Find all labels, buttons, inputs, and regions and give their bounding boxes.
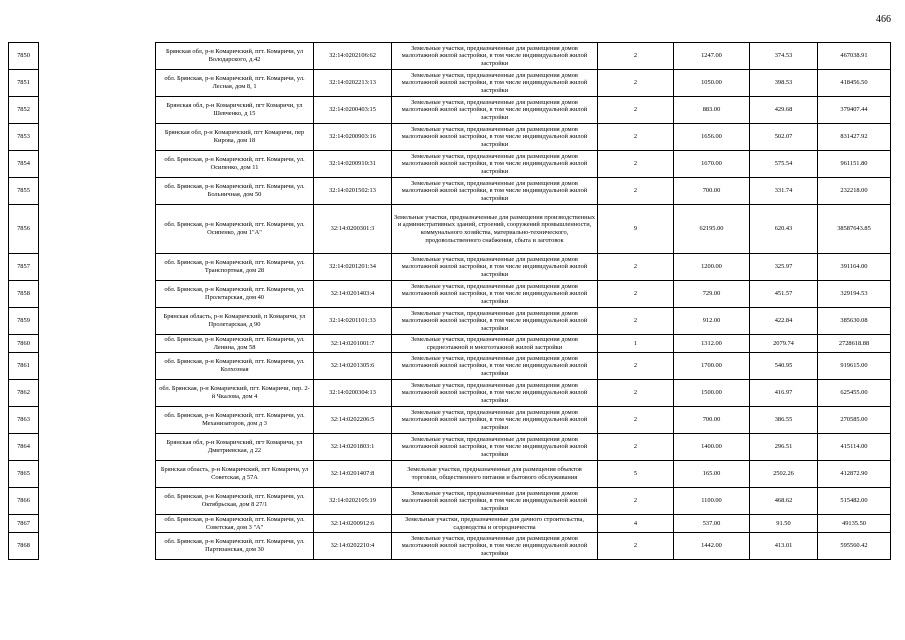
land-use-cell: Земельные участки, предназначенные для размещения домов малоэтажной жилой застройки, в том числе индивидуальной жилой застройки [392, 281, 598, 308]
table-row [9, 97, 891, 124]
table-row [9, 533, 891, 560]
area-cell: 1247.00 [674, 43, 750, 70]
row-number: 7851 [9, 70, 39, 97]
table-row [9, 205, 891, 254]
rate-cell: 2502.26 [750, 461, 818, 488]
table-row [9, 254, 891, 281]
gap-cell [39, 380, 156, 407]
group-cell: 2 [598, 97, 674, 124]
cadastral-number-cell: 32:14:0201101:33 [314, 308, 392, 335]
cadastral-number-cell: 32:14:0201803:1 [314, 434, 392, 461]
row-number: 7852 [9, 97, 39, 124]
land-use-cell: Земельные участки, предназначенные для размещения домов малоэтажной жилой застройки, в том числе индивидуальной жилой застройки [392, 353, 598, 380]
rate-cell: 468.62 [750, 488, 818, 515]
address-cell: Брянская обл, р-н Комаричский, пгт. Комаричи, ул Володарского, д.42 [156, 43, 314, 70]
area-cell: 883.00 [674, 97, 750, 124]
group-cell: 2 [598, 151, 674, 178]
land-use-cell: Земельные участки, предназначенные для размещения домов среднеэтажной и многоэтажной жилой застройки [392, 335, 598, 353]
address-cell: Брянская область, р-н Комаричский, п Комаричи, ул Пролетарская, д 90 [156, 308, 314, 335]
gap-cell [39, 124, 156, 151]
cadastral-number-cell: 32:14:0200301:3 [314, 205, 392, 254]
cadastral-number-cell: 32:14:0202210:4 [314, 533, 392, 560]
group-cell: 2 [598, 43, 674, 70]
land-use-cell: Земельные участки, предназначенные для размещения домов малоэтажной жилой застройки, в том числе индивидуальной жилой застройки [392, 533, 598, 560]
row-number: 7866 [9, 488, 39, 515]
address-cell: Брянская обл, р-н Комаричский, пгт Комаричи, ул Дмитриевская, д 22 [156, 434, 314, 461]
gap-cell [39, 308, 156, 335]
rate-cell: 502.07 [750, 124, 818, 151]
group-cell: 2 [598, 308, 674, 335]
rate-cell: 325.97 [750, 254, 818, 281]
gap-cell [39, 178, 156, 205]
table-row [9, 43, 891, 70]
area-cell: 537.00 [674, 515, 750, 533]
gap-cell [39, 533, 156, 560]
table-row [9, 178, 891, 205]
land-use-cell: Земельные участки, предназначенные для размещения объектов торговли, общественного питания и бытового обслуживания [392, 461, 598, 488]
address-cell: обл. Брянская, р-н Комаричский, пгт. Комаричи, ул. Лесная, дом 8, 1 [156, 70, 314, 97]
cadastral-value-cell: 379407.44 [818, 97, 891, 124]
gap-cell [39, 97, 156, 124]
cadastral-value-cell: 329194.53 [818, 281, 891, 308]
land-use-cell: Земельные участки, предназначенные для размещения домов малоэтажной жилой застройки, в том числе индивидуальной жилой застройки [392, 178, 598, 205]
gap-cell [39, 461, 156, 488]
address-cell: обл. Брянская, р-н Комаричский, пгт. Комаричи, ул. Октябрьская, дом 8 27/1 [156, 488, 314, 515]
row-number: 7855 [9, 178, 39, 205]
cadastral-number-cell: 32:14:0200304:13 [314, 380, 392, 407]
cadastral-value-cell: 2728618.88 [818, 335, 891, 353]
address-cell: обл. Брянская, р-н Комаричский, пгт. Комаричи, ул. Механизаторов, дом д 3 [156, 407, 314, 434]
area-cell: 1050.00 [674, 70, 750, 97]
row-number: 7861 [9, 353, 39, 380]
row-number: 7856 [9, 205, 39, 254]
table-row [9, 461, 891, 488]
gap-cell [39, 434, 156, 461]
land-use-cell: Земельные участки, предназначенные для размещения домов малоэтажной жилой застройки, в том числе индивидуальной жилой застройки [392, 407, 598, 434]
gap-cell [39, 488, 156, 515]
rate-cell: 540.95 [750, 353, 818, 380]
land-use-cell: Земельные участки, предназначенные для размещения домов малоэтажной жилой застройки, в том числе индивидуальной жилой застройки [392, 434, 598, 461]
gap-cell [39, 254, 156, 281]
rate-cell: 2079.74 [750, 335, 818, 353]
group-cell: 2 [598, 281, 674, 308]
cadastral-number-cell: 32:14:0201001:7 [314, 335, 392, 353]
cadastral-number-cell: 32:14:0200903:16 [314, 124, 392, 151]
table-row [9, 434, 891, 461]
group-cell: 2 [598, 178, 674, 205]
cadastral-value-cell: 38587643.85 [818, 205, 891, 254]
table-row [9, 335, 891, 353]
cadastral-value-cell: 961151.80 [818, 151, 891, 178]
land-use-cell: Земельные участки, предназначенные для размещения домов малоэтажной жилой застройки, в том числе индивидуальной жилой застройки [392, 488, 598, 515]
table-row [9, 308, 891, 335]
area-cell: 1670.00 [674, 151, 750, 178]
cadastral-number-cell: 32:14:0201407:8 [314, 461, 392, 488]
cadastral-value-cell: 391164.00 [818, 254, 891, 281]
cadastral-value-cell: 412872.90 [818, 461, 891, 488]
address-cell: обл. Брянская, р-н Комаричский, пгт. Комаричи, ул. Осипенко, дом 11 [156, 151, 314, 178]
rate-cell: 296.51 [750, 434, 818, 461]
address-cell: Брянская обл, р-н Комаричский, пгт Комаричи, ул Шевченко, д 15 [156, 97, 314, 124]
address-cell: обл. Брянская, р-н Комаричский, пгт. Комаричи, ул. Транспортная, дом 28 [156, 254, 314, 281]
cadastral-value-cell: 232218.00 [818, 178, 891, 205]
area-cell: 1312.00 [674, 335, 750, 353]
land-use-cell: Земельные участки, предназначенные для размещения домов малоэтажной жилой застройки, в том числе индивидуальной жилой застройки [392, 43, 598, 70]
rate-cell: 451.57 [750, 281, 818, 308]
rate-cell: 422.84 [750, 308, 818, 335]
land-use-cell: Земельные участки, предназначенные для размещения домов малоэтажной жилой застройки, в том числе индивидуальной жилой застройки [392, 308, 598, 335]
row-number: 7860 [9, 335, 39, 353]
table-row [9, 151, 891, 178]
cadastral-value-cell: 49135.50 [818, 515, 891, 533]
cadastral-number-cell: 32:14:0201305:6 [314, 353, 392, 380]
row-number: 7865 [9, 461, 39, 488]
cadastral-number-cell: 32:14:0202213:13 [314, 70, 392, 97]
rate-cell: 429.68 [750, 97, 818, 124]
area-cell: 1200.00 [674, 254, 750, 281]
row-number: 7864 [9, 434, 39, 461]
group-cell: 2 [598, 407, 674, 434]
gap-cell [39, 70, 156, 97]
group-cell: 2 [598, 254, 674, 281]
row-number: 7857 [9, 254, 39, 281]
cadastral-value-cell: 919615.00 [818, 353, 891, 380]
area-cell: 62195.00 [674, 205, 750, 254]
cadastral-value-cell: 385630.08 [818, 308, 891, 335]
row-number: 7854 [9, 151, 39, 178]
cadastral-value-cell: 418456.50 [818, 70, 891, 97]
rate-cell: 331.74 [750, 178, 818, 205]
row-number: 7862 [9, 380, 39, 407]
cadastral-value-cell: 415114.00 [818, 434, 891, 461]
area-cell: 1700.00 [674, 353, 750, 380]
gap-cell [39, 151, 156, 178]
gap-cell [39, 407, 156, 434]
table-row [9, 124, 891, 151]
cadastral-value-cell: 625455.00 [818, 380, 891, 407]
table-row [9, 281, 891, 308]
cadastral-number-cell: 32:14:0201201:34 [314, 254, 392, 281]
table-row [9, 353, 891, 380]
land-use-cell: Земельные участки, предназначенные для размещения домов малоэтажной жилой застройки, в том числе индивидуальной жилой застройки [392, 124, 598, 151]
group-cell: 2 [598, 70, 674, 97]
gap-cell [39, 335, 156, 353]
area-cell: 1100.00 [674, 488, 750, 515]
area-cell: 912.00 [674, 308, 750, 335]
rate-cell: 398.53 [750, 70, 818, 97]
address-cell: обл. Брянская, р-н Комаричский, пгт. Комаричи, ул. Советская, дом 3 "А" [156, 515, 314, 533]
table-row [9, 70, 891, 97]
row-number: 7850 [9, 43, 39, 70]
area-cell: 165.00 [674, 461, 750, 488]
page-number: 466 [876, 14, 891, 25]
rate-cell: 374.53 [750, 43, 818, 70]
cadastral-number-cell: 32:14:0200912:6 [314, 515, 392, 533]
cadastral-value-cell: 467038.91 [818, 43, 891, 70]
land-use-cell: Земельные участки, предназначенные для размещения производственных и административных зданий, строений, сооружений промышленности, коммунального хозяйства, материально-технического, продовольственного снабжения, сбыта и заготовок [392, 205, 598, 254]
group-cell: 2 [598, 533, 674, 560]
cadastral-number-cell: 32:14:0201502:13 [314, 178, 392, 205]
cadastral-value-cell: 515482.00 [818, 488, 891, 515]
cadastral-value-cell: 270585.00 [818, 407, 891, 434]
row-number: 7863 [9, 407, 39, 434]
area-cell: 700.00 [674, 178, 750, 205]
row-number: 7867 [9, 515, 39, 533]
land-use-cell: Земельные участки, предназначенные для дачного строительства, садоводства и огородничества [392, 515, 598, 533]
row-number: 7853 [9, 124, 39, 151]
land-use-cell: Земельные участки, предназначенные для размещения домов малоэтажной жилой застройки, в том числе индивидуальной жилой застройки [392, 97, 598, 124]
group-cell: 9 [598, 205, 674, 254]
gap-cell [39, 515, 156, 533]
cadastral-number-cell: 32:14:0200910:31 [314, 151, 392, 178]
cadastral-number-cell: 32:14:0202106:62 [314, 43, 392, 70]
group-cell: 2 [598, 353, 674, 380]
gap-cell [39, 281, 156, 308]
group-cell: 5 [598, 461, 674, 488]
address-cell: обл. Брянская, р-н Комаричский, пгт. Комаричи, ул. Колхозная [156, 353, 314, 380]
area-cell: 1500.00 [674, 380, 750, 407]
land-use-cell: Земельные участки, предназначенные для размещения домов малоэтажной жилой застройки, в том числе индивидуальной жилой застройки [392, 254, 598, 281]
cadastral-value-cell: 831427.92 [818, 124, 891, 151]
address-cell: обл. Брянская, р-н Комаричский, пгт. Комаричи, ул. Пролетарская, дом 40 [156, 281, 314, 308]
rate-cell: 620.43 [750, 205, 818, 254]
land-use-cell: Земельные участки, предназначенные для размещения домов малоэтажной жилой застройки, в том числе индивидуальной жилой застройки [392, 70, 598, 97]
gap-cell [39, 43, 156, 70]
rate-cell: 91.50 [750, 515, 818, 533]
address-cell: Брянская обл, р-н Комаричский, пгт Комаричи, пер Кирова, дом 18 [156, 124, 314, 151]
address-cell: обл. Брянская, р-н Комаричский, пгт. Комаричи, ул. Осипенко, дом 1"А" [156, 205, 314, 254]
rate-cell: 386.55 [750, 407, 818, 434]
address-cell: обл. Брянская, р-н Комаричский, пгт. Комаричи, ул. Партизанская, дом 30 [156, 533, 314, 560]
area-cell: 1656.00 [674, 124, 750, 151]
rate-cell: 416.97 [750, 380, 818, 407]
area-cell: 729.00 [674, 281, 750, 308]
land-use-cell: Земельные участки, предназначенные для размещения домов малоэтажной жилой застройки, в том числе индивидуальной жилой застройки [392, 380, 598, 407]
row-number: 7859 [9, 308, 39, 335]
cadastral-value-table [8, 42, 891, 560]
address-cell: обл. Брянская, р-н Комаричский, пгт. Комаричи, ул. Больничная, дом 50 [156, 178, 314, 205]
cadastral-value-cell: 595560.42 [818, 533, 891, 560]
group-cell: 2 [598, 434, 674, 461]
address-cell: Брянская область, р-н Комаричский, пгт Комаричи, ул Советская, д 57А [156, 461, 314, 488]
area-cell: 700.00 [674, 407, 750, 434]
group-cell: 1 [598, 335, 674, 353]
table-row [9, 407, 891, 434]
rate-cell: 575.54 [750, 151, 818, 178]
cadastral-number-cell: 32:14:0202105:19 [314, 488, 392, 515]
group-cell: 2 [598, 380, 674, 407]
cadastral-number-cell: 32:14:0200403:15 [314, 97, 392, 124]
table-row [9, 488, 891, 515]
area-cell: 1442.00 [674, 533, 750, 560]
rate-cell: 413.01 [750, 533, 818, 560]
group-cell: 2 [598, 488, 674, 515]
group-cell: 4 [598, 515, 674, 533]
group-cell: 2 [598, 124, 674, 151]
area-cell: 1400.00 [674, 434, 750, 461]
table-row [9, 515, 891, 533]
gap-cell [39, 353, 156, 380]
address-cell: обл. Брянская, р-н Комаричский, пгт. Комаричи, пер. 2-й Чкалова, дом 4 [156, 380, 314, 407]
gap-cell [39, 205, 156, 254]
cadastral-number-cell: 32:14:0202206:5 [314, 407, 392, 434]
row-number: 7868 [9, 533, 39, 560]
table-row [9, 380, 891, 407]
row-number: 7858 [9, 281, 39, 308]
cadastral-number-cell: 32:14:0201403:4 [314, 281, 392, 308]
land-use-cell: Земельные участки, предназначенные для размещения домов малоэтажной жилой застройки, в том числе индивидуальной жилой застройки [392, 151, 598, 178]
address-cell: обл. Брянская, р-н Комаричский, пгт. Комаричи, ул. Ленина, дом 58 [156, 335, 314, 353]
